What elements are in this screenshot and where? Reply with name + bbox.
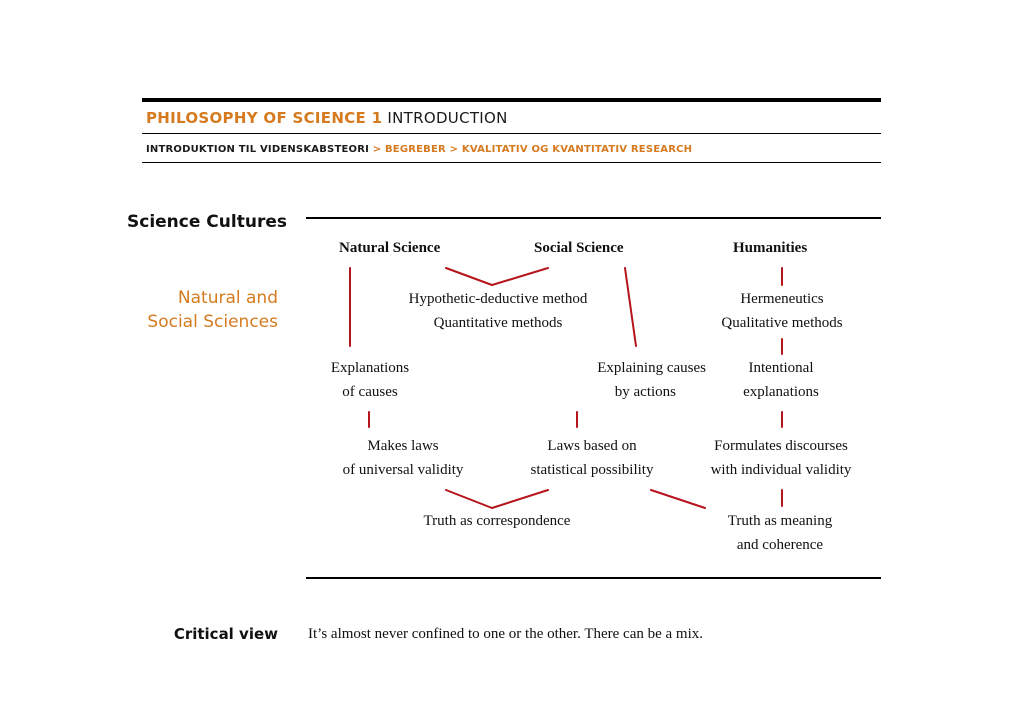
node-intentional-line2: explanations — [743, 384, 819, 400]
node-explaining-causes-by-actions — [566, 356, 706, 404]
node-hermeneutics-line1: Hermeneutics — [740, 291, 824, 307]
node-quantitative-methods — [368, 287, 628, 335]
node-universal-laws-line1: Makes laws — [367, 438, 439, 454]
node-explanations-line2: of causes — [342, 384, 398, 400]
node-hermeneutics-line2: Qualitative methods — [721, 315, 843, 331]
section-title: Science Cultures — [127, 212, 287, 232]
node-statistical-laws — [506, 434, 678, 482]
node-statistical-laws-line2: statistical possibility — [530, 462, 654, 478]
column-humanities: Humanities — [733, 240, 808, 256]
connector-social-to-methods — [492, 268, 548, 285]
breadcrumb-root: INTRODUKTION TIL VIDENSKABSTEORI — [146, 144, 370, 155]
connector-natural-to-methods — [446, 268, 492, 285]
node-explaining-line1: Explaining causes — [597, 360, 706, 376]
column-social-science: Social Science — [534, 240, 624, 256]
node-discourses-line1: Formulates discourses — [714, 438, 848, 454]
breadcrumb-path: > BEGREBER > KVALITATIV OG KVANTITATIV RESEARCH — [372, 144, 693, 155]
connector-statistical-to-truth — [492, 490, 548, 508]
connector-laws-to-truth-left — [446, 490, 492, 508]
node-truth-correspondence: Truth as correspondence — [423, 513, 571, 529]
slide-title-rest: INTRODUCTION — [387, 109, 508, 127]
node-hermeneutics — [692, 287, 872, 335]
node-intentional-explanations — [720, 356, 842, 404]
node-explanations-line1: Explanations — [330, 360, 410, 376]
node-universal-laws — [318, 434, 488, 482]
node-statistical-laws-line1: Laws based on — [547, 438, 637, 454]
node-truth-meaning-line2: and coherence — [736, 537, 824, 553]
node-intentional-line1: Intentional — [748, 360, 814, 376]
subsection-label: Natural and Social Sciences — [147, 288, 278, 332]
node-explanations-of-causes — [310, 356, 430, 404]
node-truth-meaning — [700, 509, 860, 557]
node-universal-laws-line2: of universal validity — [342, 462, 464, 478]
node-quantitative-methods-line2: Quantitative methods — [433, 315, 563, 331]
critical-view-text: It’s almost never confined to one or the other. There can be a mix. — [308, 626, 704, 642]
node-discourses-line2: with individual validity — [710, 462, 852, 478]
slide-title-accent: PHILOSOPHY OF SCIENCE 1 — [146, 109, 383, 127]
critical-view-label: Critical view — [173, 625, 278, 643]
node-explaining-line2: by actions — [614, 384, 676, 400]
node-truth-meaning-line1: Truth as meaning — [727, 513, 833, 529]
connector-statistical-to-meaning — [651, 490, 705, 508]
node-quantitative-methods-line1: Hypothetic-deductive method — [408, 291, 588, 307]
node-individual-discourses — [684, 434, 878, 482]
column-natural-science: Natural Science — [339, 240, 441, 256]
